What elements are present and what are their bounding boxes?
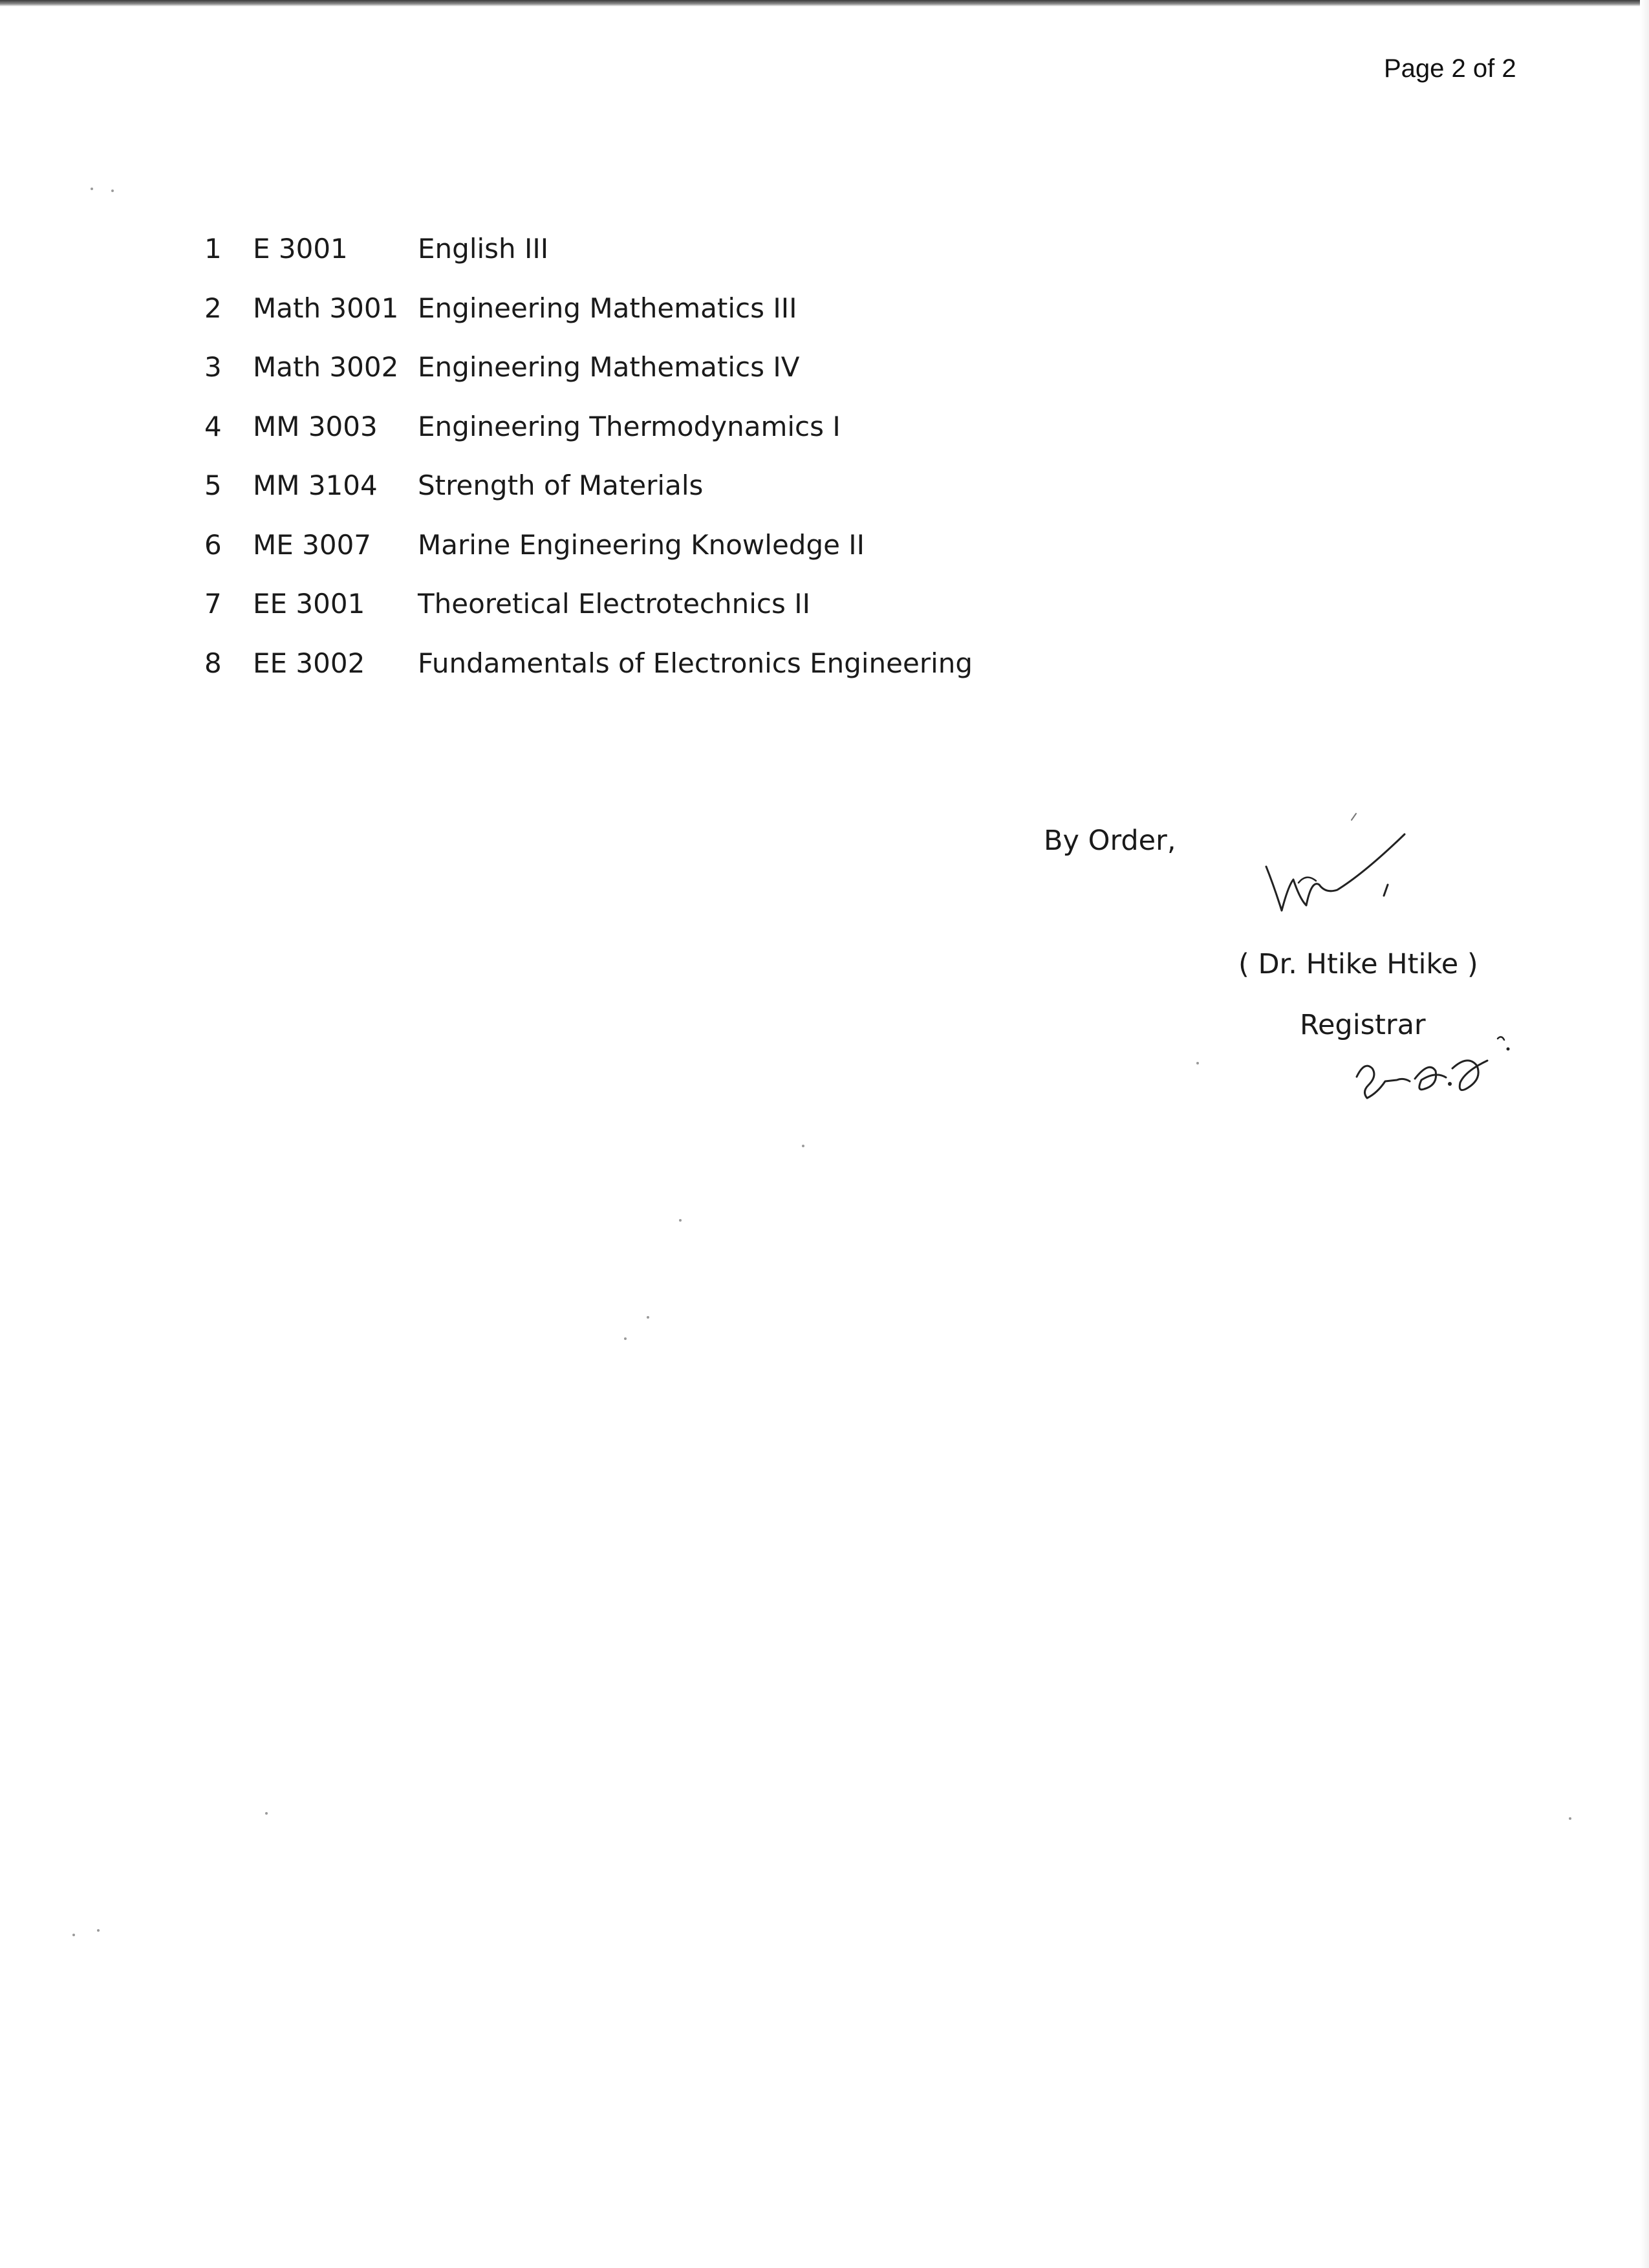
course-list xyxy=(204,233,1045,706)
scan-speck xyxy=(72,1934,75,1936)
course-code: EE 3001 xyxy=(253,588,365,620)
scan-speck xyxy=(1569,1817,1571,1820)
course-title: English III xyxy=(418,233,549,265)
course-code: Math 3002 xyxy=(253,351,399,383)
course-row xyxy=(204,411,1045,470)
scan-speck xyxy=(1196,1062,1199,1064)
registrar-signature xyxy=(1255,808,1423,925)
scan-speck xyxy=(111,189,114,192)
course-title: Engineering Mathematics IV xyxy=(418,351,800,383)
course-number: 5 xyxy=(204,470,222,501)
course-number: 6 xyxy=(204,528,222,561)
course-row xyxy=(204,647,1045,707)
scan-speck xyxy=(91,188,93,190)
course-code: E 3001 xyxy=(253,233,348,265)
course-title: Theoretical Electrotechnics II xyxy=(418,588,811,620)
course-code: MM 3104 xyxy=(253,470,378,501)
course-title: Engineering Thermodynamics I xyxy=(418,410,841,442)
scan-speck xyxy=(624,1337,627,1340)
course-row xyxy=(204,470,1045,529)
course-title: Strength of Materials xyxy=(418,470,704,501)
course-code: EE 3002 xyxy=(253,647,365,679)
course-code: ME 3007 xyxy=(253,528,372,561)
course-number: 4 xyxy=(204,410,222,442)
scan-speck xyxy=(97,1929,100,1932)
course-title: Engineering Mathematics III xyxy=(418,292,797,324)
scan-speck xyxy=(265,1812,268,1815)
course-number: 7 xyxy=(204,588,222,620)
course-code: Math 3001 xyxy=(253,292,399,324)
handwritten-initials xyxy=(1339,1009,1526,1106)
course-row xyxy=(204,529,1045,589)
course-code: MM 3003 xyxy=(253,410,378,442)
by-order-text: By Order, xyxy=(1044,825,1176,857)
course-row xyxy=(204,292,1045,352)
registrar-name: ( Dr. Htike Htike ) xyxy=(1238,948,1478,980)
scan-speck xyxy=(679,1219,682,1222)
registrar-title: Registrar xyxy=(1300,1009,1426,1041)
scan-speck xyxy=(647,1316,649,1319)
course-title: Fundamentals of Electronics Engineering xyxy=(418,647,973,679)
page-number: Page 2 of 2 xyxy=(1384,54,1516,83)
course-row xyxy=(204,351,1045,411)
scan-speck xyxy=(802,1145,804,1147)
course-number: 3 xyxy=(204,351,222,383)
course-title: Marine Engineering Knowledge II xyxy=(418,528,865,561)
course-number: 1 xyxy=(204,233,222,265)
scan-right-edge xyxy=(1640,0,1649,2268)
course-number: 2 xyxy=(204,292,222,324)
scan-top-edge xyxy=(0,0,1649,6)
course-number: 8 xyxy=(204,647,222,679)
course-row xyxy=(204,233,1045,292)
course-row xyxy=(204,588,1045,647)
